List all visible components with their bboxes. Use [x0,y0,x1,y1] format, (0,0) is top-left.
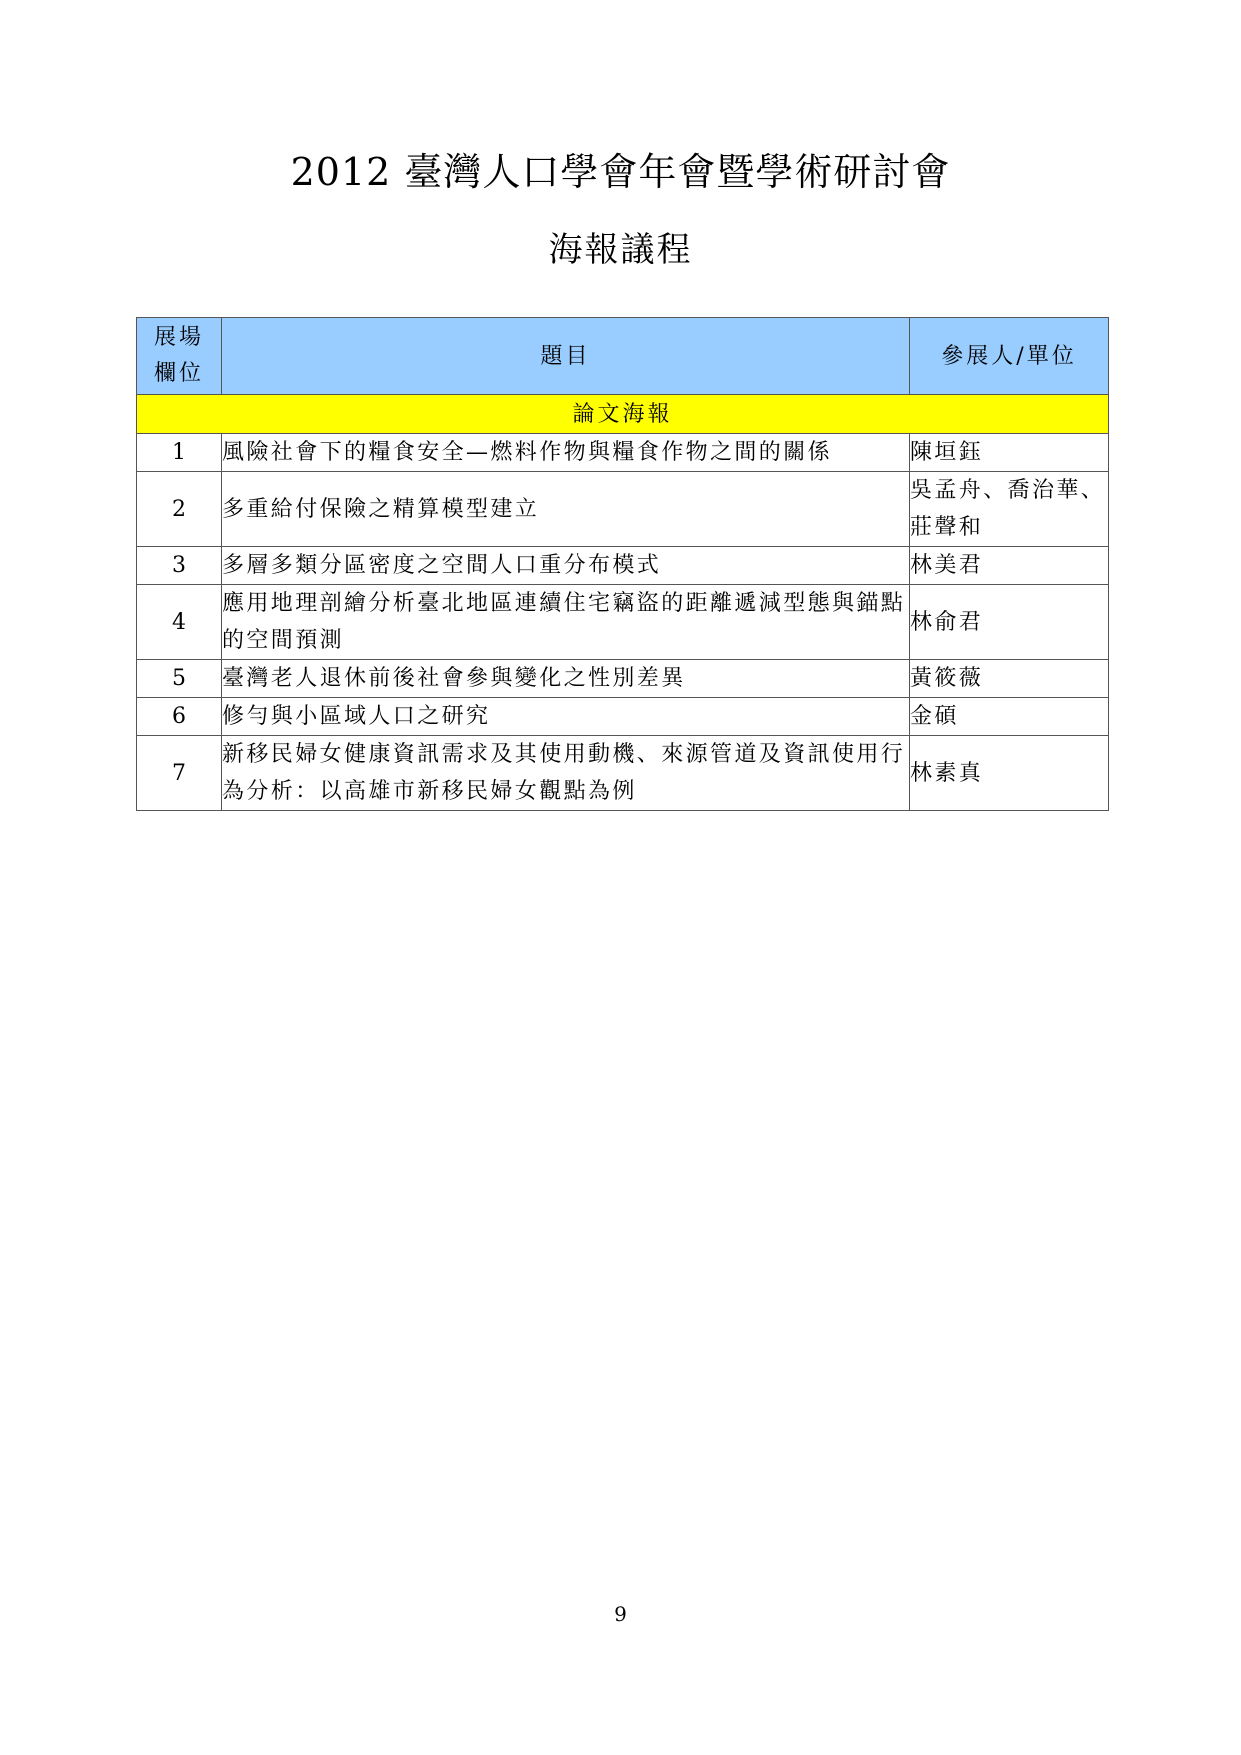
header-topic: 題目 [222,318,910,395]
row-number: 7 [137,736,222,811]
header-booth [137,318,222,395]
table-row [137,585,1109,660]
row-topic: 臺灣老人退休前後社會參與變化之性別差異 [222,660,910,698]
page-number: 9 [614,1602,627,1626]
row-topic: 應用地理剖繪分析臺北地區連續住宅竊盜的距離遞減型態與錨點的空間預測 [222,585,910,660]
row-topic: 新移民婦女健康資訊需求及其使用動機、來源管道及資訊使用行為分析：以高雄市新移民婦女觀點為例 [222,736,910,811]
page-subtitle: 海報議程 [548,230,693,270]
row-number: 6 [137,698,222,736]
row-topic: 多重給付保險之精算模型建立 [222,472,910,547]
row-author: 林素真 [910,736,1109,811]
row-topic: 修勻與小區域人口之研究 [222,698,910,736]
table-row [137,660,1109,698]
row-author: 林美君 [910,547,1109,585]
table-row [137,736,1109,811]
row-author: 林俞君 [910,585,1109,660]
row-author: 黃筱薇 [910,660,1109,698]
table-header-row [137,318,1109,395]
row-author: 陳垣鈺 [910,434,1109,472]
section-label: 論文海報 [137,395,1109,434]
row-author: 吳孟舟、喬治華、莊聲和 [910,472,1109,547]
table-row [137,472,1109,547]
row-number: 1 [137,434,222,472]
row-topic: 風險社會下的糧食安全—燃料作物與糧食作物之間的關係 [222,434,910,472]
header-booth-line2: 欄位 [153,361,204,386]
row-number: 3 [137,547,222,585]
section-row [137,395,1109,434]
row-number: 2 [137,472,222,547]
table-row [137,698,1109,736]
header-booth-line1: 展場 [153,325,204,350]
table-row [137,434,1109,472]
row-author: 金碩 [910,698,1109,736]
row-number: 4 [137,585,222,660]
row-topic: 多層多類分區密度之空間人口重分布模式 [222,547,910,585]
page-title: 2012 臺灣人口學會年會暨學術研討會 [290,150,951,194]
header-author: 參展人/單位 [910,318,1109,395]
row-number: 5 [137,660,222,698]
poster-agenda-table [136,317,1109,811]
table-row [137,547,1109,585]
